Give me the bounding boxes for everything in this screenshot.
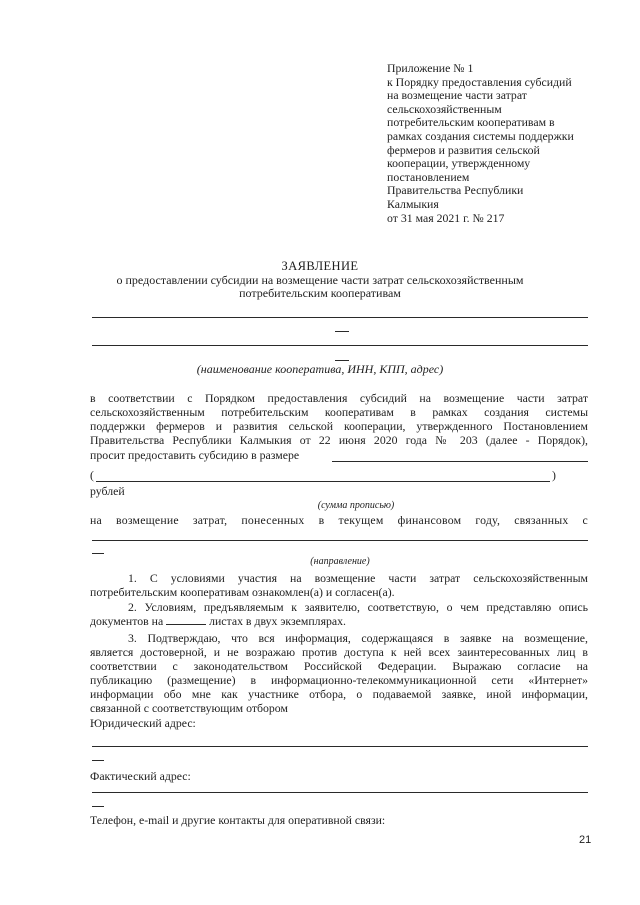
item-2-line [90, 615, 346, 629]
appendix-line: Приложение № 1 [387, 61, 474, 75]
legal-address-dash [92, 760, 104, 761]
applicant-note: (наименование кооператива, ИНН, КПП, адрес) [196, 362, 444, 376]
applicant-line-dash [335, 360, 349, 361]
appendix-line: сельскохозяйственным [387, 101, 502, 116]
rubles-label: рублей [90, 484, 125, 498]
request-prefix: просит предоставить субсидию в размере [90, 448, 300, 462]
sheet-count-field[interactable] [166, 615, 206, 625]
actual-address-field[interactable] [92, 792, 588, 793]
title-line-1: о предоставлении субсидии на возмещение части затрат сельскохозяйственным [116, 272, 524, 287]
appendix-line: рамках создания системы поддержки [387, 128, 574, 143]
appendix-line: к Порядку предоставления субсидий [387, 74, 572, 89]
intro-line: поддержки фермеров и развития сельской кооперации, утвержденного Постановлением [90, 419, 588, 433]
paren-open: ( [90, 468, 94, 482]
contacts-label: Телефон, e-mail и другие контакты для оперативной связи: [90, 813, 386, 827]
title-line-2: потребительским кооперативам [239, 286, 401, 300]
item-1-line: 1. С условиями участия на возмещение части затрат сельскохозяйственным [128, 571, 588, 585]
item-3-line: 3. Подтверждаю, что вся информация, содержащаяся в заявке на возмещение, [128, 631, 588, 645]
applicant-line-1[interactable] [92, 317, 588, 318]
applicant-line-2[interactable] [92, 345, 588, 346]
intro-line: сельскохозяйственным потребительским кооперативам в рамках создания системы [90, 405, 588, 419]
item-3-line: связанной с соответствующим отбором [90, 701, 288, 715]
intro-line: Правительства Республики Калмыкия от 22 июня 2020 года № 203 (далее - Порядок), [90, 433, 588, 447]
paren-close: ) [552, 468, 556, 482]
legal-address-field[interactable] [92, 746, 588, 747]
actual-address-label: Фактический адрес: [90, 769, 191, 783]
item-3-line: публикацию (размещение) в информационно-телекоммуникационной сети «Интернет» [90, 673, 588, 687]
purpose-field[interactable] [92, 540, 588, 541]
appendix-line: фермеров и развития сельской [387, 142, 540, 157]
appendix-line: кооперации, утвержденному [387, 156, 531, 171]
purpose-note: (направление) [310, 556, 370, 567]
item-3-line: соответствии с законодательством Российской Федерации. Выражаю согласие на [90, 659, 588, 673]
item-1-line: потребительским кооперативам ознакомлен(а) и согласен(а). [90, 585, 395, 599]
item-2-prefix: документов на [90, 614, 164, 628]
document-title [0, 260, 640, 301]
legal-address-label: Юридический адрес: [90, 716, 196, 730]
item-2-line: 2. Условиям, предъявляемым к заявителю, соответствую, о чем представляю опись [128, 600, 588, 614]
item-3-line: информации обо мне как участнике отбора, о подаваемой заявке, иной информации, [90, 687, 588, 701]
title-heading: ЗАЯВЛЕНИЕ [281, 259, 359, 273]
page-number: 21 [579, 834, 592, 846]
intro-line: в соответствии с Порядком предоставления субсидий на возмещение части затрат [90, 391, 588, 405]
appendix-line: Калмыкия [387, 196, 439, 211]
amount-number-field[interactable] [332, 461, 588, 462]
appendix-block [387, 62, 607, 225]
appendix-line: Правительства Республики [387, 183, 524, 198]
purpose-line: на возмещение затрат, понесенных в текущем финансовом году, связанных с [90, 513, 588, 527]
amount-note: (сумма прописью) [317, 500, 395, 511]
item-2-suffix: листах в двух экземплярах. [209, 614, 346, 628]
item-3-line: является достоверной, и не возражаю против доступа к ней всех заинтересованных лиц в [90, 645, 588, 659]
appendix-line: потребительским кооперативам в [387, 115, 555, 130]
amount-words-field[interactable] [96, 481, 550, 482]
appendix-line: на возмещение части затрат [387, 88, 527, 103]
purpose-dash [92, 553, 104, 554]
appendix-line: постановлением [387, 169, 470, 184]
appendix-line: от 31 мая 2021 г. № 217 [387, 210, 505, 225]
applicant-line-dash [335, 331, 349, 332]
actual-address-dash [92, 806, 104, 807]
